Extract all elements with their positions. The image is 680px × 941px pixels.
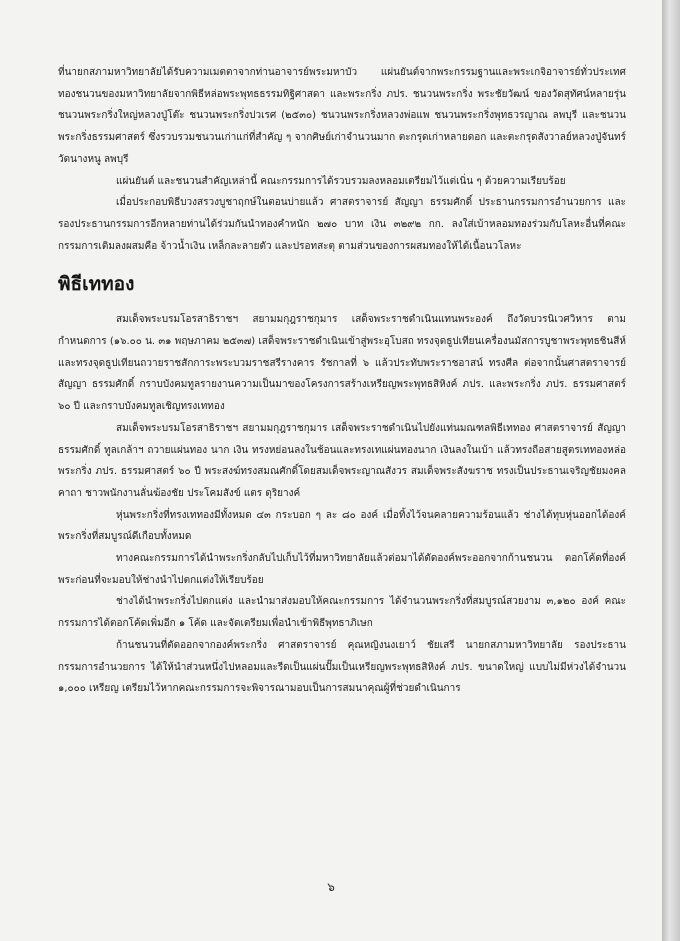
page-number: ๖ [327,880,335,894]
paragraph-yantra-collection: แผ่นยันต์ และชนวนสำคัญเหล่านี้ คณะกรรมการได้รวบรวมลงหลอมเตรียมไว้แต่เนิ่น ๆ ด้วยความเรียบร้อย [116,175,566,187]
paragraph-pouring-ceremony: สมเด็จพระบรมโอรสาธิราชฯ สยามมกุฎราชกุมาร เสด็จพระราชดำเนินไปยังแท่นมณฑลพิธีเททอง ศาสตราจารย์ สัญญา ธรรมศักดิ์ ทูลเกล้าฯ ถวายแผ่นทอง นาก เงิน ทรงหย่อนลงในช้อนและทรงเทแผ่นทองนาก เงินลงในเบ้า แล้วทรงถือสายสูตรเททองหล่อพระกริ่ง ภปร. ธรรมศาสตร์ ๖๐ ปี พระสงฆ์ทรงสมณศักดิ์โดยสมเด็จพระญาณสังวร สมเด็จพระสังฆราช ทรงเป็นประธานเจริญชัยมงคลคาถา ชาวพนักงานลั่นฆ้องชัย ประโคมสังข์ แตร ดุริยางค์ [58,422,626,499]
paragraph-code-stamping: ทางคณะกรรมการได้นำพระกริ่งกลับไปเก็บไว้ที่มหาวิทยาลัยแล้วต่อมาได้ตัดองค์พระออกจากก้านชนวน ตอกโค้ดที่องค์พระก่อนที่จะมอบให้ช่างนำไปตกแต่งให้เรียบร้อย [58,553,626,586]
paragraph-finishing: ช่างได้นำพระกริ่งไปตกแต่ง และนำมาส่งมอบให้คณะกรรมการ ได้จำนวนพระกริ่งที่สมบูรณ์สวยงาม ๓,๑๒๐ องค์ คณะกรรมการได้ตอกโค้ดเพิ่มอีก ๑ โค้ด และจัดเตรียมเพื่อนำเข้าพิธีพุทธาภิเษก [58,596,626,630]
paragraph-metal-melting: เมื่อประกอบพิธีบวงสรวงบูชาฤกษ์ในตอนบ่ายแล้ว ศาสตราจารย์ สัญญา ธรรมศักดิ์ ประธานกรรมการอำนวยการ และรองประธานกรรมการอีกหลายท่านได้ร่วมกันนำทองคำหนัก ๒๗๐ บาท เงิน ๓๒๙๒ กก. ลงใส่เบ้าหลอมทองร่วมกับโลหะอื่นที่คณะกรรมการเติมลงผสมคือ จ้าวน้ำเงิน เหล็กละลายตัว และปรอทสะตุ ตามส่วนของการผสมทองให้ได้เนื้อนวโลหะ [58,197,626,252]
page-body [58,62,626,700]
section-heading: พิธีเททอง [58,273,135,296]
paragraph-cast-molds: หุ่นพระกริ่งที่ทรงเททองมีทั้งหมด ๔๓ กระบอก ๆ ละ ๘๐ องค์ เมื่อทิ้งไว้จนคลายความร้อนแล้ว ช่างได้ทุบหุ่นออกได้องค์พระกริ่งที่สมบูรณ์ดีเกือบทั้งหมด [58,509,626,543]
scan-page-edge [662,0,680,941]
paragraph-sacred-materials: ที่นายกสภามหาวิทยาลัยได้รับความเมตตาจากท่านอาจารย์พระมหาบัว แผ่นยันต์จากพระกรรมฐานและพระเกจิอาจารย์ทั่วประเทศ ทองชนวนของมหาวิทยาลัยจากพิธีหล่อพระพุทธธรรมทิฐิศาสดา และพระกริ่ง ภปร. ชนวนพระกริ่ง พระชัยวัฒน์ ของวัดสุทัศน์หลายรุ่น ชนวนพระกริ่งใหญ่หลวงปู่โต๊ะ ชนวนพระกริ่งปวเรศ (๒๕๓๐) ชนวนพระกริ่งหลวงพ่อแพ ชนวนพระกริ่งพุทธวรญาณ ลพบุรี และชนวนพระกริ่งธรรมศาสตร์ ซึ่งรวบรวมชนวนเก่าแก่ที่สำคัญ ๆ จากศิษย์เก่าจำนวนมาก ตะกรุดเก่าหลายดอก และตะกรุดสังวาลย์หลวงปู่จันทร์ วัดนางหนู ลพบุรี [58,67,626,165]
paragraph-medal-minting: ก้านชนวนที่ตัดออกจากองค์พระกริ่ง ศาสตราจารย์ คุณหญิงนงเยาว์ ชัยเสรี นายกสภามหาวิทยาลัย รองประธานกรรมการอำนวยการ ได้ให้นำส่วนหนึ่งไปหลอมและรีดเป็นแผ่นปั๊มเป็นเหรียญพระพุทธสิหิงค์ ภปร. ขนาดใหญ่ แบบไม่มีห่วงได้จำนวน ๑,๐๐๐ เหรียญ เตรียมไว้หากคณะกรรมการจะพิจารณามอบเป็นการสมนาคุณผู้ที่ช่วยดำเนินการ [58,639,626,695]
paragraph-royal-arrival: สมเด็จพระบรมโอรสาธิราชฯ สยามมกุฎราชกุมาร เสด็จพระราชดำเนินแทนพระองค์ ถึงวัดบวรนิเวศวิหาร ตามกำหนดการ (๑๖.๐๐ น. ๓๑ พฤษภาคม ๒๕๓๗) เสด็จพระราชดำเนินเข้าสู่พระอุโบสถ ทรงจุดธูปเทียนเครื่องนมัสการบูชาพระพุทธชินสีห์ และทรงจุดธูปเทียนถวายราชสักการะพระบวมราชสรีรางคาร รัชกาลที่ ๖ แล้วประทับพระราชอาสน์ ทรงศีล ต่อจากนั้นศาสตราจารย์ สัญญา ธรรมศักดิ์ กราบบังคมทูลรายงานความเป็นมาของโครงการสร้างเหรียญพระพุทธสิหิงค์ ภปร. และพระกริ่ง ภปร. ธรรมศาสตร์ ๖๐ ปี และกราบบังคมทูลเชิญทรงเททอง [58,314,626,413]
